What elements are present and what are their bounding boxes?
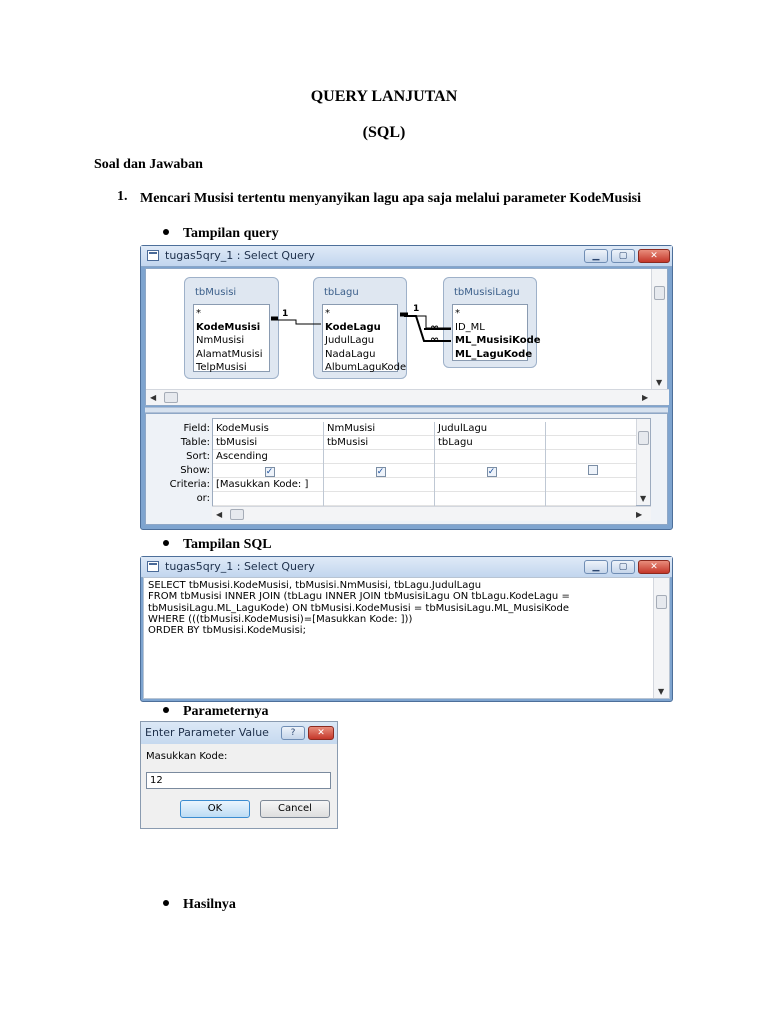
grid-cell-sort[interactable] (324, 450, 434, 464)
design-grid (212, 418, 651, 506)
dialog-title: Enter Parameter Value (145, 726, 269, 739)
grid-cell-table[interactable] (546, 436, 636, 450)
query-design-window (140, 245, 673, 530)
show-checkbox[interactable]: ✓ (265, 467, 274, 477)
grid-cell-show[interactable] (546, 464, 636, 478)
scroll-left-icon[interactable]: ◀ (216, 510, 223, 519)
section-heading: Soal dan Jawaban (94, 157, 203, 172)
minimize-button[interactable]: ▁ (584, 249, 608, 263)
bullet-dot (163, 707, 169, 713)
field-item-pk[interactable]: ML_LaguKode (455, 348, 533, 360)
table-name: tbMusisi (195, 287, 237, 298)
scroll-down-icon[interactable]: ▼ (658, 687, 665, 696)
sql-window-titlebar (141, 557, 672, 578)
field-item-pk[interactable]: KodeMusisi (196, 321, 261, 333)
grid-cell-field[interactable]: KodeMusis (213, 422, 323, 436)
parameter-label: Masukkan Kode: (146, 751, 228, 762)
bullet-query-view (163, 226, 279, 242)
scroll-thumb[interactable] (230, 509, 244, 520)
row-label-show: Show: (180, 465, 210, 476)
grid-cell-field[interactable]: NmMusisi (324, 422, 434, 436)
design-grid-pane (145, 413, 668, 525)
parameter-input[interactable]: 12 (146, 772, 331, 789)
grid-cell-table[interactable]: tbLagu (435, 436, 545, 450)
bullet-dot (163, 229, 169, 235)
field-item[interactable]: TelpMusisi (196, 362, 247, 373)
query-window-titlebar (141, 246, 672, 267)
close-button[interactable]: ✕ (638, 560, 670, 574)
grid-cell-criteria[interactable] (435, 478, 545, 492)
grid-vertical-scrollbar[interactable] (636, 419, 650, 505)
document-subtitle: (SQL) (362, 124, 406, 141)
sql-line[interactable]: ORDER BY tbMusisi.KodeMusisi; (148, 625, 306, 637)
field-item[interactable]: * (196, 308, 201, 319)
sql-view-window (140, 556, 673, 702)
grid-cell-criteria[interactable] (546, 478, 636, 492)
field-item-pk[interactable]: KodeLagu (325, 321, 381, 333)
sql-line[interactable]: tbMusisiLagu.ML_LaguKode) ON tbMusisi.KodeMusisi = tbMusisiLagu.ML_MusisiKode (148, 602, 569, 614)
grid-cell-criteria[interactable] (324, 478, 434, 492)
relation-one-label: 1 (413, 304, 420, 314)
relation-many-label: ∞ (430, 333, 440, 346)
grid-cell-table[interactable]: tbMusisi (324, 436, 434, 450)
grid-row-labels (150, 422, 210, 506)
grid-cell-show[interactable] (324, 464, 434, 478)
grid-cell-sort[interactable] (546, 450, 636, 464)
grid-cell-table[interactable]: tbMusisi (213, 436, 323, 450)
diagram-horizontal-scrollbar[interactable] (146, 389, 669, 405)
table-diagram-pane (145, 268, 668, 406)
bullet-label: Hasilnya (183, 897, 236, 912)
bullet-label: Tampilan query (183, 226, 279, 241)
bullet-dot (163, 900, 169, 906)
relation-line-lagu (400, 316, 451, 328)
grid-column-2[interactable] (324, 422, 435, 506)
scroll-down-icon[interactable]: ▼ (640, 494, 647, 503)
field-item[interactable]: JudulLagu (325, 335, 375, 346)
bullet-parameter (163, 704, 269, 720)
bullet-label: Parameternya (183, 704, 269, 719)
maximize-button[interactable]: ▢ (611, 560, 635, 574)
scroll-thumb[interactable] (654, 286, 665, 300)
relation-line-musisi (271, 320, 321, 324)
grid-cell-or[interactable] (435, 492, 545, 506)
row-label-or: or: (196, 493, 210, 504)
query-window-icon (147, 250, 159, 261)
grid-column-1[interactable] (213, 422, 324, 506)
field-item[interactable]: * (455, 308, 460, 319)
grid-cell-or[interactable] (324, 492, 434, 506)
dialog-titlebar (141, 722, 337, 744)
grid-column-3[interactable] (435, 422, 546, 506)
sql-vertical-scrollbar[interactable] (653, 578, 669, 698)
close-button[interactable]: ✕ (638, 249, 670, 263)
grid-cell-show[interactable] (213, 464, 323, 478)
scroll-thumb[interactable] (638, 431, 649, 445)
show-checkbox[interactable]: ✓ (376, 467, 385, 477)
row-label-sort: Sort: (186, 451, 210, 462)
sql-editor[interactable] (143, 577, 670, 699)
grid-column-4[interactable] (546, 422, 636, 506)
grid-cell-sort[interactable]: Ascending (213, 450, 323, 464)
bullet-result (163, 897, 236, 913)
row-label-field: Field: (183, 423, 210, 434)
field-item-pk[interactable]: ML_MusisiKode (455, 335, 541, 346)
scroll-thumb[interactable] (656, 595, 667, 609)
grid-cell-criteria[interactable]: [Masukkan Kode: ] (213, 478, 323, 492)
table-name: tbLagu (324, 287, 359, 298)
diagram-vertical-scrollbar[interactable] (651, 269, 667, 389)
minimize-button[interactable]: ▁ (584, 560, 608, 574)
help-button[interactable]: ? (281, 726, 305, 740)
grid-cell-show[interactable] (435, 464, 545, 478)
field-item[interactable]: ID_ML (455, 321, 485, 333)
grid-cell-sort[interactable] (435, 450, 545, 464)
table-name: tbMusisiLagu (454, 287, 520, 298)
grid-cell-or[interactable] (546, 492, 636, 506)
dialog-close-button[interactable]: ✕ (308, 726, 334, 740)
relation-many-label: ∞ (430, 321, 440, 334)
document-title: QUERY LANJUTAN (310, 88, 458, 105)
query-window-title: tugas5qry_1 : Select Query (165, 249, 315, 262)
sql-line[interactable]: FROM tbMusisi INNER JOIN (tbLagu INNER JOIN tbMusisiLagu ON tbLagu.KodeLagu = (148, 591, 570, 603)
field-item[interactable]: AlamatMusisi (196, 348, 263, 360)
grid-cell-field[interactable]: JudulLagu (435, 422, 545, 436)
bullet-sql-view (163, 537, 272, 553)
scroll-down-icon[interactable]: ▼ (656, 378, 663, 387)
scroll-right-icon[interactable]: ▶ (642, 393, 649, 402)
show-checkbox-unchecked[interactable] (588, 465, 598, 475)
sql-window-icon (147, 561, 159, 572)
field-item[interactable]: NadaLagu (325, 348, 376, 360)
grid-cell-or[interactable] (213, 492, 323, 506)
parameter-dialog (140, 721, 338, 829)
bullet-label: Tampilan SQL (183, 537, 272, 552)
sql-line[interactable]: SELECT tbMusisi.KodeMusisi, tbMusisi.NmMusisi, tbLagu.JudulLagu (148, 580, 482, 591)
maximize-button[interactable]: ▢ (611, 249, 635, 263)
ok-button[interactable]: OK (180, 800, 250, 818)
item-text: Mencari Musisi tertentu menyanyikan lagu apa saja melalui parameter KodeMusisi (140, 191, 641, 206)
row-label-table: Table: (180, 437, 210, 448)
show-checkbox[interactable]: ✓ (487, 467, 496, 477)
field-item[interactable]: * (325, 308, 330, 319)
scroll-thumb[interactable] (164, 392, 178, 403)
field-item[interactable]: AlbumLaguKode (325, 362, 407, 373)
relationship-lines (146, 269, 669, 407)
relation-one-label: 1 (282, 309, 289, 319)
scroll-right-icon[interactable]: ▶ (636, 510, 643, 519)
sql-line[interactable]: WHERE (((tbMusisi.KodeMusisi)=[Masukkan Kode: ])) (148, 613, 413, 625)
grid-cell-field[interactable] (546, 422, 636, 436)
grid-horizontal-scrollbar[interactable] (212, 506, 651, 521)
row-label-criteria: Criteria: (169, 479, 210, 490)
field-item[interactable]: NmMusisi (196, 335, 245, 346)
scroll-left-icon[interactable]: ◀ (150, 393, 157, 402)
item-number: 1. (117, 189, 128, 204)
sql-text[interactable] (148, 580, 570, 636)
cancel-button[interactable]: Cancel (260, 800, 330, 818)
sql-window-title: tugas5qry_1 : Select Query (165, 560, 315, 573)
bullet-dot (163, 540, 169, 546)
